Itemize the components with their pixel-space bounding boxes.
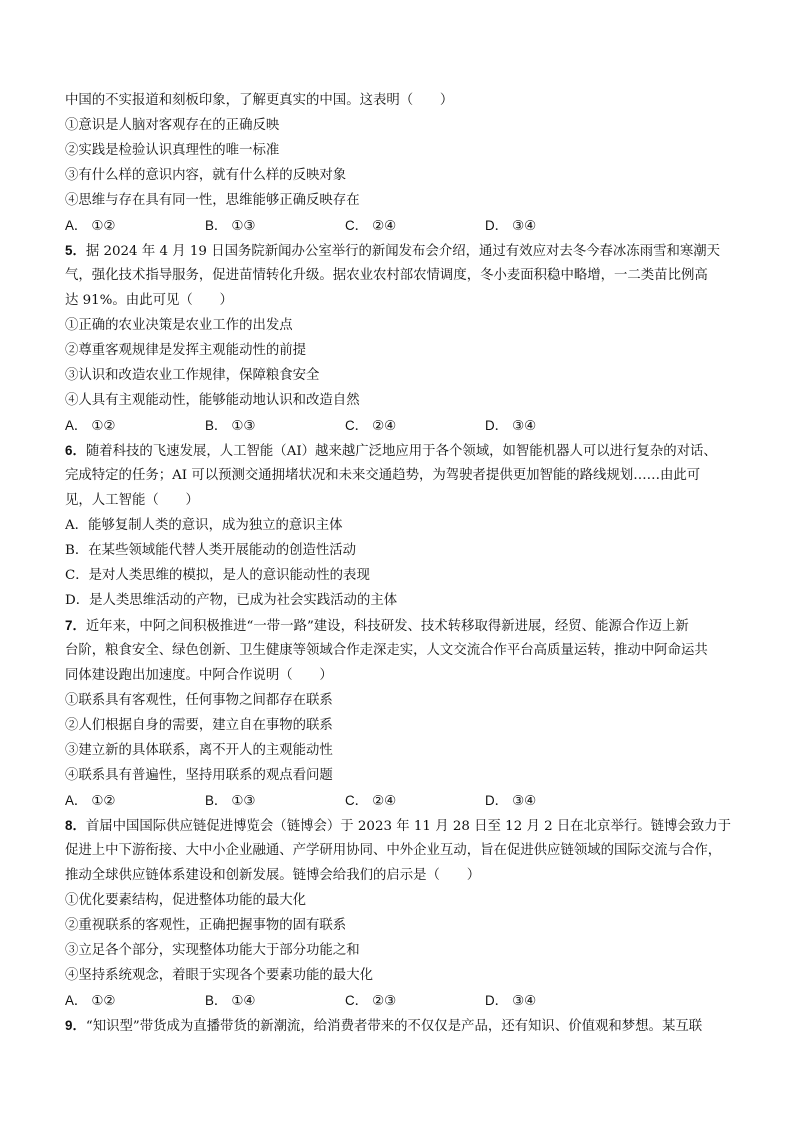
answer-choices [65, 988, 741, 1013]
question-stem-line: 5．据 2024 年 4 月 19 日国务院新闻办公室举行的新闻发布会介绍，通过有效应对去冬今春冰冻雨雪和寒潮天 [65, 243, 721, 259]
option-line: ④联系具有普遍性，坚持用联系的观点看问题 [65, 768, 333, 783]
choice-line[interactable]: D．是人类思维活动的产物，已成为社会实践活动的主体 [65, 593, 398, 608]
question-stem-line: 9．“知识型”带货成为直播带货的新潮流，给消费者带来的不仅仅是产品，还有知识、价值观和梦想。某互联 [65, 1018, 703, 1034]
choice-d[interactable]: D． ③④ [485, 418, 537, 434]
question-stem-line: 促进上中下游衔接、大中小企业融通、产学研用协同、中外企业互动，旨在促进供应链领域的国际交流与合作， [65, 843, 722, 858]
option-line: ②人们根据自身的需要，建立自在事物的联系 [65, 718, 333, 733]
choice-c[interactable]: C． ②③ [345, 993, 397, 1009]
choice-a[interactable]: A． ①② [65, 793, 116, 809]
choice-line[interactable]: B．在某些领域能代替人类开展能动的创造性活动 [65, 543, 357, 558]
question-stem-line: 同体建设跑出加速度。中阿合作说明（ ） [65, 668, 333, 683]
answer-choices [65, 788, 741, 813]
choice-d[interactable]: D． ③④ [485, 793, 537, 809]
choice-a[interactable]: A． ①② [65, 993, 116, 1009]
question-stem-line: 完成特定的任务；AI 可以预测交通拥堵状况和未来交通趋势，为驾驶者提供更加智能的路线规划……由此可 [65, 468, 701, 483]
question-number: 8． [65, 818, 86, 833]
choice-c[interactable]: C． ②④ [345, 793, 397, 809]
option-line: ③立足各个部分，实现整体功能大于部分功能之和 [65, 943, 360, 958]
choice-b[interactable]: B． ①③ [205, 218, 256, 234]
option-line: ④思维与存在具有同一性，思维能够正确反映存在 [65, 193, 360, 208]
answer-choices [65, 413, 741, 438]
option-line: ③建立新的具体联系，离不开人的主观能动性 [65, 743, 333, 758]
question-stem-line: 达 91%。由此可见（ ） [65, 293, 233, 308]
question-6 [65, 438, 741, 613]
question-number: 9． [65, 1018, 86, 1033]
question-stem-line: 中国的不实报道和刻板印象，了解更真实的中国。这表明（ ） [65, 93, 454, 108]
choice-b[interactable]: B． ①③ [205, 418, 256, 434]
question-7 [65, 613, 741, 813]
choice-c[interactable]: C． ②④ [345, 418, 397, 434]
option-line: ④坚持系统观念，着眼于实现各个要素功能的最大化 [65, 968, 373, 983]
question-4 [65, 88, 741, 238]
option-line: ①意识是人脑对客观存在的正确反映 [65, 118, 280, 133]
option-line: ①联系具有客观性，任何事物之间都存在联系 [65, 693, 333, 708]
choice-a[interactable]: A． ①② [65, 218, 116, 234]
question-stem-line: 台阶，粮食安全、绿色创新、卫生健康等领域合作走深走实，人文交流合作平台高质量运转，推动中阿命运共 [65, 643, 708, 658]
question-stem-line: 见，人工智能（ ） [65, 493, 199, 508]
question-5 [65, 238, 741, 438]
question-9 [65, 1013, 741, 1038]
exam-content [65, 88, 741, 1038]
choice-d[interactable]: D． ③④ [485, 993, 537, 1009]
choice-line[interactable]: A．能够复制人类的意识，成为独立的意识主体 [65, 518, 343, 533]
choice-c[interactable]: C． ②④ [345, 218, 397, 234]
question-stem-line: 8．首届中国国际供应链促进博览会（链博会）于 2023 年 11 月 28 日至 12 月 2 日在北京举行。链博会致力于 [65, 818, 731, 834]
question-number: 6． [65, 443, 86, 458]
choice-d[interactable]: D． ③④ [485, 218, 537, 234]
option-line: ②尊重客观规律是发挥主观能动性的前提 [65, 343, 307, 358]
option-line: ①优化要素结构，促进整体功能的最大化 [65, 893, 307, 908]
answer-choices [65, 213, 741, 238]
option-line: ①正确的农业决策是农业工作的出发点 [65, 318, 293, 333]
question-8 [65, 813, 741, 1013]
question-number: 7． [65, 618, 86, 633]
choice-a[interactable]: A． ①② [65, 418, 116, 434]
question-number: 5． [65, 243, 86, 258]
choice-b[interactable]: B． ①③ [205, 793, 256, 809]
choice-line[interactable]: C．是对人类思维的模拟，是人的意识能动性的表现 [65, 568, 370, 583]
question-stem-line: 7．近年来，中阿之间积极推进“一带一路”建设，科技研发、技术转移取得新进展，经贸、能源合作迈上新 [65, 618, 689, 634]
choice-b[interactable]: B． ①④ [205, 993, 256, 1009]
question-stem-line: 推动全球供应链体系建设和创新发展。链博会给我们的启示是（ ） [65, 868, 481, 883]
option-line: ③认识和改造农业工作规律，保障粮食安全 [65, 368, 320, 383]
question-stem-line: 6．随着科技的飞速发展，人工智能（AI）越来越广泛地应用于各个领域，如智能机器人可以进行复杂的对话、 [65, 443, 717, 459]
option-line: ③有什么样的意识内容，就有什么样的反映对象 [65, 168, 347, 183]
question-stem-line: 气，强化技术指导服务，促进苗情转化升级。据农业农村部农情调度，冬小麦面积稳中略增，一二类苗比例高 [65, 268, 708, 283]
option-line: ④人具有主观能动性，能够能动地认识和改造自然 [65, 393, 360, 408]
option-line: ②实践是检验认识真理性的唯一标准 [65, 143, 280, 158]
option-line: ②重视联系的客观性，正确把握事物的固有联系 [65, 918, 347, 933]
